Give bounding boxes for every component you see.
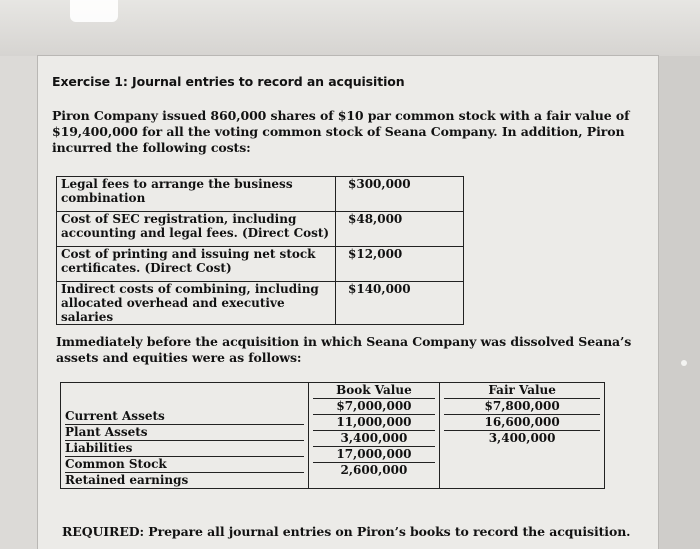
fair-value: 3,400,000 — [488, 431, 556, 445]
book-value: 17,000,000 — [313, 447, 436, 463]
fair-value-header: Fair Value — [444, 383, 600, 399]
exercise-title: Exercise 1: Journal entries to record an acquisition — [52, 74, 405, 89]
cost-amount: $48,000 — [336, 212, 464, 247]
balance-label: Current Assets — [65, 409, 304, 425]
cost-label: Indirect costs of combining, including allocated overhead and executive salaries — [57, 282, 336, 325]
fair-value-column — [440, 383, 605, 489]
table-row — [57, 247, 464, 282]
balance-label: Liabilities — [65, 441, 304, 457]
fair-value: 16,600,000 — [444, 415, 600, 431]
required-instruction — [62, 524, 630, 539]
balance-label: Plant Assets — [65, 425, 304, 441]
cost-label: Legal fees to arrange the business combination — [57, 177, 336, 212]
cost-label: Cost of printing and issuing net stock certificates. (Direct Cost) — [57, 247, 336, 282]
balance-table — [60, 382, 605, 489]
book-value: 2,600,000 — [340, 463, 408, 477]
balance-label: Common Stock — [65, 457, 304, 473]
cost-amount: $12,000 — [336, 247, 464, 282]
book-value: 3,400,000 — [313, 431, 436, 447]
cost-amount: $300,000 — [336, 177, 464, 212]
cost-amount: $140,000 — [336, 282, 464, 325]
cost-label: Cost of SEC registration, including accounting and legal fees. (Direct Cost) — [57, 212, 336, 247]
book-value: $7,000,000 — [313, 399, 436, 415]
table-row — [57, 282, 464, 325]
book-value-header: Book Value — [313, 383, 436, 399]
light-glare — [70, 0, 118, 22]
exercise-intro: Piron Company issued 860,000 shares of $10 par common stock with a fair value of $19,400,000 for all the voting common stock of Seana Company. In addition, Piron incurred the following costs: — [52, 108, 630, 155]
balance-label: Retained earnings — [65, 473, 189, 487]
photo-background-right — [658, 56, 700, 549]
required-label: REQUIRED: — [62, 524, 145, 539]
balance-labels-column — [61, 383, 309, 489]
fair-value: $7,800,000 — [444, 399, 600, 415]
table-row — [57, 212, 464, 247]
book-value: 11,000,000 — [313, 415, 436, 431]
book-value-column — [308, 383, 440, 489]
screen-dot — [681, 360, 687, 366]
table-row — [57, 177, 464, 212]
balance-intro: Immediately before the acquisition in which Seana Company was dissolved Seana’s assets and equities were as follows: — [56, 334, 632, 365]
required-text: Prepare all journal entries on Piron’s books to record the acquisition. — [148, 524, 631, 539]
costs-table — [56, 176, 464, 325]
